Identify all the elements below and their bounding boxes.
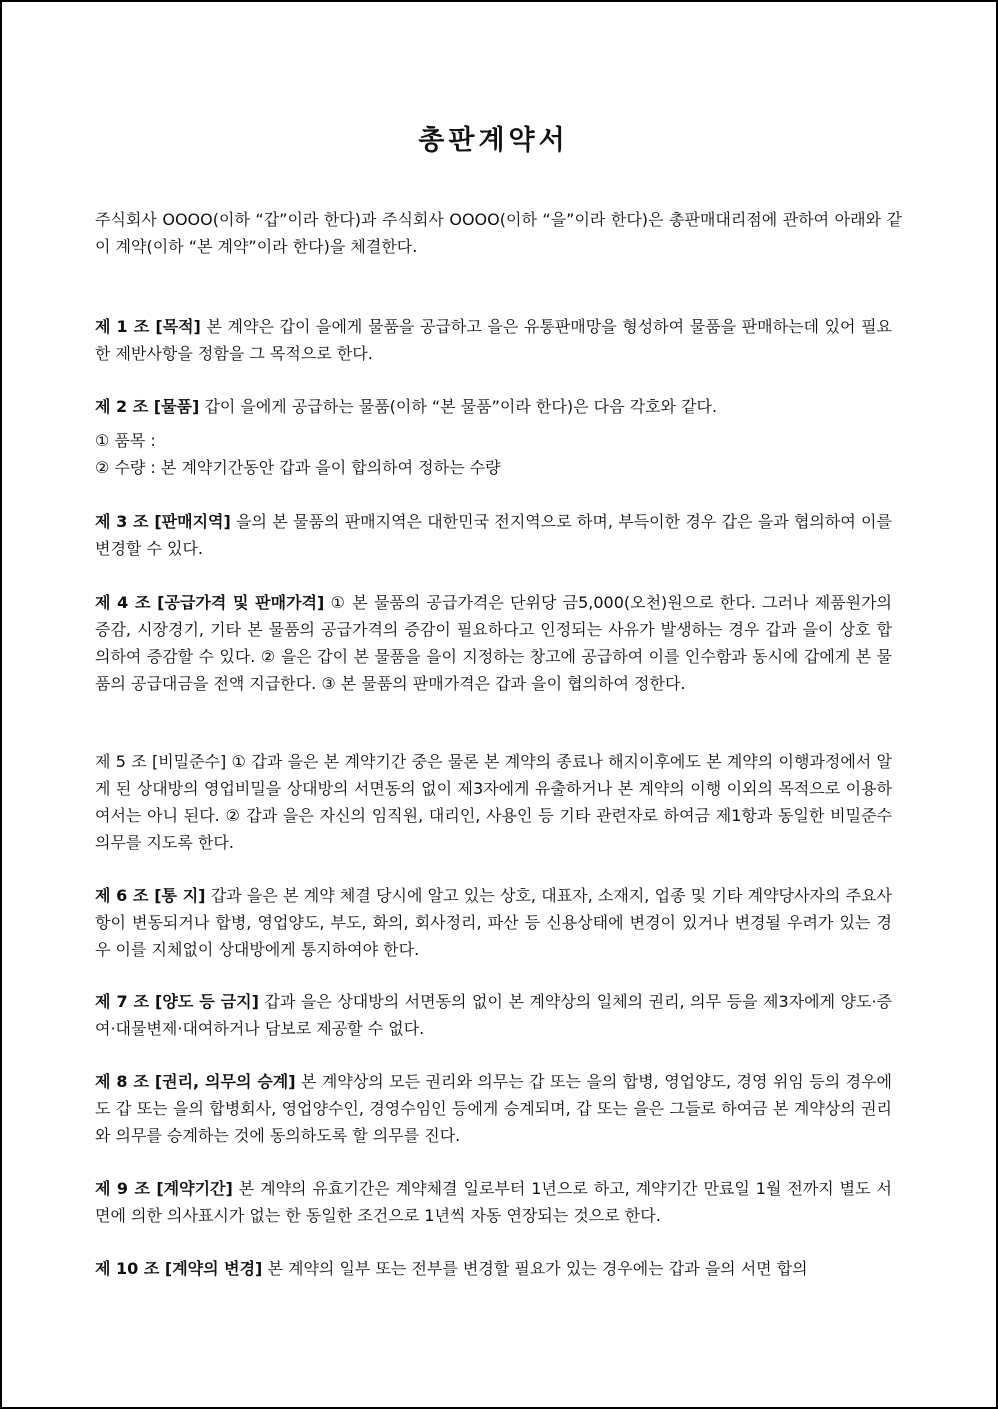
- article-3: [95, 508, 892, 562]
- article-heading: 제 9 조 [계약기간]: [95, 1179, 233, 1198]
- article-heading: 제 8 조 [권리, 의무의 승계]: [95, 1072, 296, 1091]
- document-title: 총판계약서: [418, 125, 569, 156]
- article-2-item-1: ① 품목 :: [95, 431, 156, 450]
- article-4: [95, 589, 892, 697]
- article-1: [95, 313, 892, 367]
- article-heading: 제 3 조 [판매지역]: [95, 512, 231, 531]
- article-10: [95, 1255, 892, 1282]
- article-heading: 제 1 조 [목적]: [95, 317, 201, 336]
- article-text: 본 계약의 일부 또는 전부를 변경할 필요가 있는 경우에는 갑과 을의 서면 합의: [262, 1259, 808, 1278]
- article-6: [95, 882, 892, 963]
- article-8: [95, 1068, 892, 1149]
- article-heading: 제 4 조 [공급가격 및 판매가격]: [95, 593, 325, 612]
- article-text: 본 계약상의 모든 권리와 의무는 갑 또는 을의 합병, 영업양도, 경영 위임 등의 경우에도 갑 또는 을의 합병회사, 영업양수인, 경영수임인 등에게 승계되며, 갑 또는 을은 그들로 하여금 본 계약상의 권리와 의무를 승계하는 것에 동의하도록 할 의무를 진다.: [95, 1072, 892, 1145]
- article-heading: 제 5 조 [비밀준수]: [95, 752, 227, 771]
- article-heading: 제 10 조 [계약의 변경]: [95, 1259, 263, 1278]
- article-7: [95, 988, 892, 1042]
- article-5: [95, 748, 892, 856]
- article-text: 을의 본 물품의 판매지역은 대한민국 전지역으로 하며, 부득이한 경우 갑은 을과 협의하여 이를 변경할 수 있다.: [95, 512, 892, 558]
- article-heading: 제 6 조 [통 지]: [95, 886, 206, 905]
- article-text: 갑과 을은 본 계약 체결 당시에 알고 있는 상호, 대표자, 소재지, 업종 및 기타 계약당사자의 주요사항이 변동되거나 합병, 영업양도, 부도, 화의, 회사정리, 파산 등 신용상태에 변경이 있거나 변경될 우려가 있는 경우 이를 지체없이 상대방에게 통지하여야 한다.: [95, 886, 892, 959]
- article-text: 갑과 을은 상대방의 서면동의 없이 본 계약상의 일체의 권리, 의무 등을 제3자에게 양도·증여·대물변제·대여하거나 담보로 제공할 수 없다.: [95, 992, 892, 1038]
- article-text: 갑이 을에게 공급하는 물품(이하 “본 물품”이라 한다)은 다음 각호와 같다.: [199, 397, 718, 416]
- article-text: ① 갑과 을은 본 계약기간 중은 물론 본 계약의 종료나 해지이후에도 본 계약의 이행과정에서 알게 된 상대방의 영업비밀을 상대방의 서면동의 없이 제3자에게 유출하거나 본 계약의 이행 이외의 목적으로 이용하여서는 아니 된다. ② 갑과 을은 자신의 임직원, 대리인, 사용인 등 기타 관련자로 하여금 제1항과 동일한 비밀준수 의무를 지도록 한다.: [95, 752, 892, 852]
- intro-paragraph: 주식회사 OOOO(이하 “갑”이라 한다)과 주식회사 OOOO(이하 “을”이라 한다)은 총판매대리점에 관하여 아래와 같이 계약(이하 “본 계약”이라 한다)을 체결한다.: [95, 210, 902, 256]
- article-heading: 제 7 조 [양도 등 금지]: [95, 992, 259, 1011]
- article-text: 본 계약의 유효기간은 계약체결 일로부터 1년으로 하고, 계약기간 만료일 1월 전까지 별도 서면에 의한 의사표시가 없는 한 동일한 조건으로 1년씩 자동 연장되는 것으로 한다.: [95, 1179, 892, 1225]
- article-heading: 제 2 조 [물품]: [95, 397, 200, 416]
- article-2: [95, 393, 892, 420]
- article-2-item-2: ② 수량 : 본 계약기간동안 갑과 을이 합의하여 정하는 수량: [95, 458, 501, 477]
- article-text: 본 계약은 갑이 을에게 물품을 공급하고 을은 유통판매망을 형성하여 물품을 판매하는데 있어 필요한 제반사항을 정함을 그 목적으로 한다.: [95, 317, 892, 363]
- article-9: [95, 1175, 892, 1229]
- article-text: ① 본 물품의 공급가격은 단위당 금5,000(오천)원으로 한다. 그러나 제품원가의 증감, 시장경기, 기타 본 물품의 공급가격의 증감이 필요하다고 인정되는 사유가 발생하는 경우 갑과 을이 상호 합의하여 증감할 수 있다. ② 을은 갑이 본 물품을 을이 지정하는 창고에 공급하여 이를 인수함과 동시에 갑에게 본 물품의 공급대금을 전액 지급한다. ③ 본 물품의 판매가격은 갑과 을이 협의하여 정한다.: [95, 593, 892, 693]
